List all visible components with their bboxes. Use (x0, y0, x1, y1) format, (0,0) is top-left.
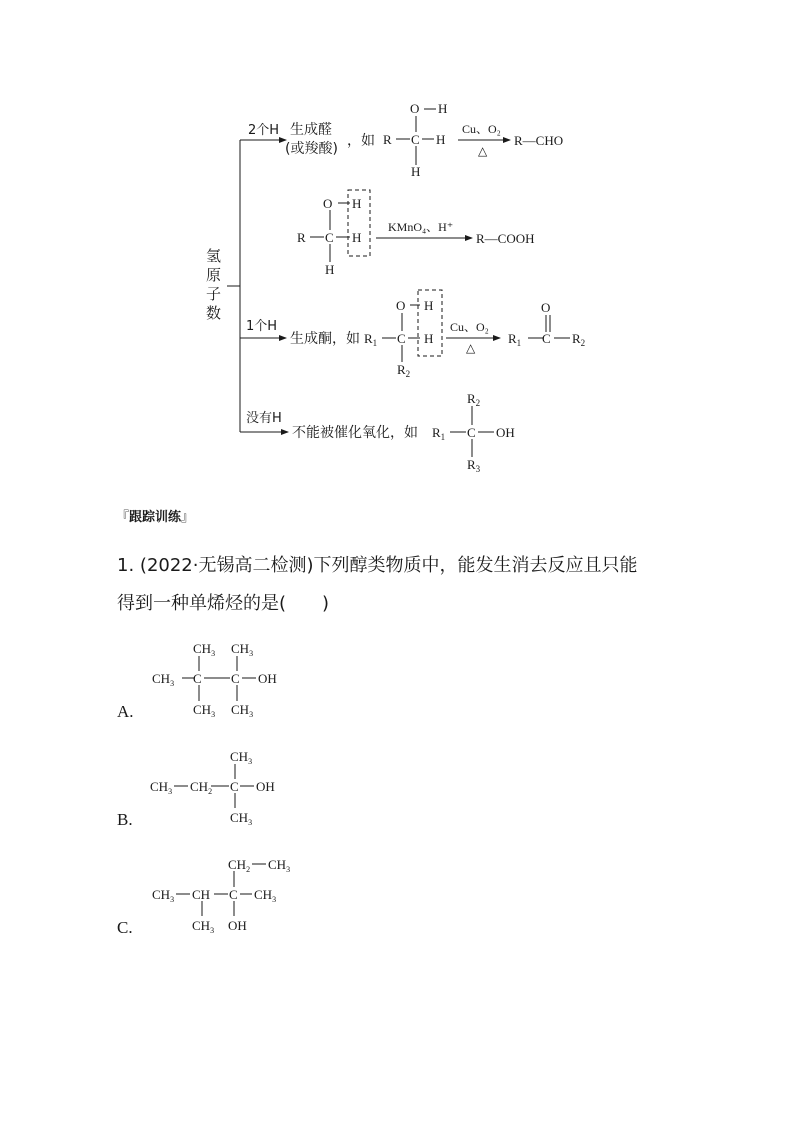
svg-text:CH3: $CH_3$ (268, 857, 291, 874)
svg-text:CH3: $CH_3$ (193, 702, 216, 719)
svg-text:OH: OH (258, 671, 277, 686)
svg-text:R2: $R_2$ (467, 391, 481, 408)
svg-text:H: H (352, 230, 362, 245)
svg-text:R: R (383, 132, 392, 147)
svg-text:O: O (396, 298, 406, 313)
aldehyde-product: R—CHO (514, 133, 564, 148)
svg-text:H: H (411, 164, 421, 179)
svg-text:R1: $R_1$ (432, 425, 446, 442)
svg-text:CH2: $CH_2$ (190, 779, 213, 796)
svg-text:CH3: $CH_3$ (231, 641, 254, 658)
svg-text:O: O (323, 196, 333, 211)
structure-option-a (152, 641, 277, 719)
svg-text:R: R (297, 230, 306, 245)
svg-text:CH3: $CH_3$ (231, 702, 254, 719)
svg-text:H: H (436, 132, 446, 147)
example-prefix: ，如 (347, 133, 375, 149)
svg-text:C: C (325, 230, 334, 245)
svg-text:H: H (424, 331, 434, 346)
aldehyde-result-line2: (或羧酸) (285, 141, 338, 157)
svg-text:CH: CH (192, 887, 211, 902)
svg-text:C: C (542, 331, 551, 346)
svg-text:CH3: $CH_3$ (150, 779, 173, 796)
svg-text:R1: $R_1$ (364, 331, 378, 348)
question-line-2: 得到一种单烯烃的是( ) (117, 593, 330, 614)
option-b-label[interactable]: B. (117, 810, 133, 829)
branch-2h-label: 2个H (248, 123, 280, 138)
svg-text:H: H (325, 262, 335, 277)
svg-text:C: C (230, 779, 239, 794)
ketone-result: 生成酮，如 (290, 331, 360, 347)
svg-text:OH: OH (256, 779, 275, 794)
svg-text:CH3: $CH_3$ (152, 887, 175, 904)
root-label-vertical: 氢原子数 (206, 247, 222, 322)
reagent-kmno4: KMnO₄、H⁺ (388, 220, 454, 234)
option-a-label[interactable]: A. (117, 702, 134, 721)
svg-text:R1: $R_1$ (508, 331, 522, 348)
svg-text:R3: $R_3$ (467, 457, 481, 474)
acid-product: R—COOH (476, 231, 535, 246)
svg-text:H: H (438, 101, 448, 116)
question-number: 1. (117, 555, 135, 576)
reagent-cu-o2-2: Cu、O₂ (450, 320, 489, 334)
svg-text:C: C (411, 132, 420, 147)
svg-text:OH: OH (228, 918, 247, 933)
svg-text:CH3: $CH_3$ (193, 641, 216, 658)
svg-text:H: H (352, 196, 362, 211)
svg-text:CH2: $CH_2$ (228, 857, 251, 874)
svg-text:CH3: $CH_3$ (254, 887, 277, 904)
svg-text:OH: OH (496, 425, 515, 440)
no-oxidation-result: 不能被催化氧化，如 (292, 425, 418, 441)
aldehyde-result-line1: 生成醛 (290, 122, 332, 138)
svg-text:C: C (193, 671, 202, 686)
svg-text:O: O (541, 300, 551, 315)
reagent-cu-o2-1: Cu、O₂ (462, 122, 501, 136)
svg-text:O: O (410, 101, 420, 116)
svg-text:CH3: $CH_3$ (192, 918, 215, 935)
structure-option-c (152, 857, 290, 935)
svg-text:C: C (397, 331, 406, 346)
svg-text:R2: $R_2$ (572, 331, 586, 348)
svg-text:CH3: $CH_3$ (230, 810, 253, 827)
structure-option-b (150, 749, 275, 827)
svg-text:C: C (231, 671, 240, 686)
question-line-1: (2022·无锡高二检测)下列醇类物质中，能发生消去反应且只能 (139, 555, 638, 576)
branch-0h-label: 没有H (246, 411, 282, 426)
svg-text:CH3: $CH_3$ (230, 749, 253, 766)
condition-heat-2: △ (466, 341, 476, 355)
svg-text:C: C (229, 887, 238, 902)
svg-text:CH3: $CH_3$ (152, 671, 175, 688)
condition-heat-1: △ (478, 144, 488, 158)
svg-text:H: H (424, 298, 434, 313)
option-c-label[interactable]: C. (117, 918, 133, 937)
svg-text:R2: $R_2$ (397, 362, 411, 379)
svg-text:C: C (467, 425, 476, 440)
section-title: 跟踪训练 (129, 510, 182, 525)
branch-1h-label: 1个H (246, 319, 278, 334)
question-1 (117, 547, 638, 623)
section-tag: 『跟踪训练』 (116, 510, 195, 525)
